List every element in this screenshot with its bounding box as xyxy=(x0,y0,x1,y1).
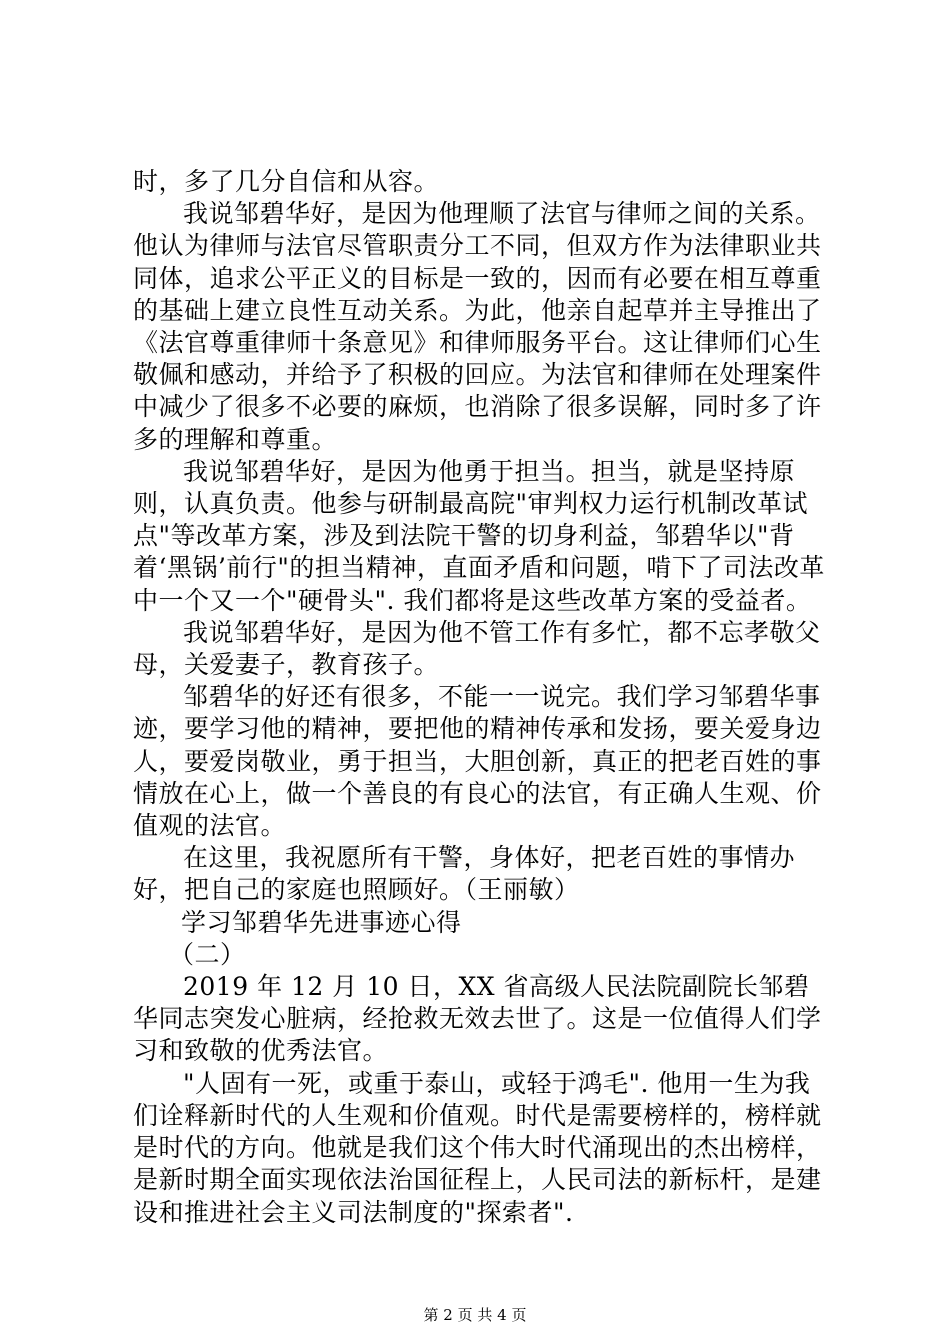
section-heading: 学习邹碧华先进事迹心得 xyxy=(181,907,462,937)
paragraph-role-model: "人固有一死，或重于泰山，或轻于鸿毛". 他用一生为我们诠释新时代的人生观和价值观。时代是需要榜样的，榜样就是时代的方向。他就是我们这个伟大时代涌现出的杰出榜样，是新时期全面实现依法治国征程上，人民司法的新标杆，是建设和推进社会主义司法制度的"探索者". xyxy=(133,1068,822,1227)
paragraph-continuation: 时，多了几分自信和从容。 xyxy=(133,167,440,196)
section-number: （二） xyxy=(169,939,246,969)
paragraph-lawyer-relations: 我说邹碧华好，是因为他理顺了法官与律师之间的关系。他认为律师与法官尽管职责分工不同，但双方作为法律职业共同体，追求公平正义的目标是一致的，因而有必要在相互尊重的基础上建立良性互动关系。为此，他亲自起草并主导推出了《法官尊重律师十条意见》和律师服务平台。这让律师们心生敬佩和感动，并给予了积极的回应。为法官和律师在处理案件中减少了很多不必要的麻烦，也消除了很多误解，同时多了许多的理解和尊重。 xyxy=(133,199,822,454)
document-body xyxy=(133,166,833,1229)
paragraph-responsibility: 我说邹碧华好，是因为他勇于担当。担当，就是坚持原则，认真负责。他参与研制最高院"审判权力运行机制改革试点"等改革方案，涉及到法院干警的切身利益，邹碧华以"背着‘黑锅’前行"的担当精神，直面矛盾和问题，啃下了司法改革中一个又一个"硬骨头". 我们都将是这些改革方案的受益者。 xyxy=(133,456,825,615)
paragraph-wishes: 在这里，我祝愿所有干警，身体好，把老百姓的事情办好，把自己的家庭也照顾好。（王丽敏） xyxy=(133,843,796,905)
paragraph-summary: 邹碧华的好还有很多，不能一一说完。我们学习邹碧华事迹，要学习他的精神，要把他的精神传承和发扬，要关爱身边人，要爱岗敬业，勇于担当，大胆创新，真正的把老百姓的事情放在心上，做一个善良的有良心的法官，有正确人生观、价值观的法官。 xyxy=(133,682,822,841)
paragraph-family: 我说邹碧华好，是因为他不管工作有多忙，都不忘孝敬父母，关爱妻子，教育孩子。 xyxy=(133,617,821,680)
page-footer: 第 2 页 共 4 页 xyxy=(423,1306,527,1324)
paragraph-obituary: 2019 年 12 月 10 日，XX 省高级人民法院副院长邹碧华同志突发心脏病，经抢救无效去世了。这是一位值得人们学习和致敬的优秀法官。 xyxy=(133,972,822,1066)
